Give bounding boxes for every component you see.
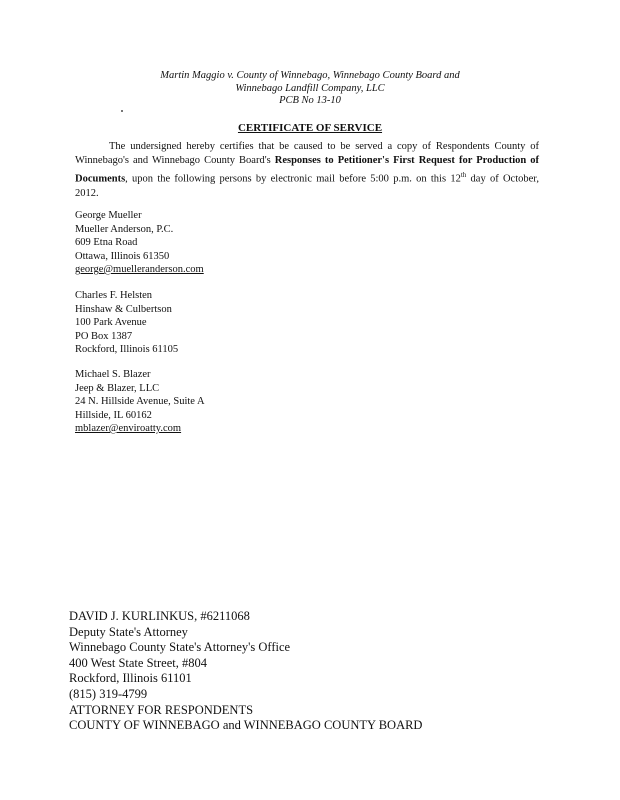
recipient-street: 609 Etna Road	[75, 237, 138, 248]
recipient-block	[75, 289, 178, 357]
signature-line-office: Winnebago County State's Attorney's Office	[69, 640, 291, 655]
body-text-end: day of October, 2012.	[75, 173, 539, 199]
recipient-po-box: PO Box 1387	[75, 330, 133, 342]
body-bold-title: Responses to Petitioner's First Request for Production of Documents	[75, 155, 540, 185]
recipient-city: Rockford, Illinois 61105	[75, 344, 179, 355]
recipient-block	[75, 368, 205, 436]
signature-line-clients: COUNTY OF WINNEBAGO and WINNEBAGO COUNTY BOARD	[69, 718, 423, 733]
signature-line-phone: (815) 319-4799	[69, 686, 148, 701]
body-superscript: th	[460, 171, 467, 179]
document-title: CERTIFICATE OF SERVICE	[237, 122, 383, 134]
recipient-email-link[interactable]: george@muelleranderson.com	[75, 264, 204, 275]
recipient-email-link[interactable]: mblazer@enviroatty.com	[75, 423, 182, 434]
recipient-city: Ottawa, Illinois 61350	[75, 250, 170, 262]
recipient-firm: Mueller Anderson, P.C.	[75, 223, 174, 235]
recipient-firm: Jeep & Blazer, LLC	[75, 382, 160, 394]
case-caption	[0, 70, 620, 108]
recipient-name: George Mueller	[75, 210, 142, 221]
signature-line-role: ATTORNEY FOR RESPONDENTS	[69, 702, 254, 717]
recipient-street: 100 Park Avenue	[75, 317, 147, 328]
body-text-before: The undersigned hereby certifies that be caused to be served a copy of Respondents County of Winnebago's and Winnebago County Board's	[75, 141, 539, 166]
certification-paragraph	[75, 140, 539, 201]
recipient-firm: Hinshaw & Culbertson	[75, 303, 172, 315]
signature-line-street: 400 West State Street, #804	[69, 655, 207, 670]
body-text-after: , upon the following persons by electronic mail before 5:00 p.m. on this 12	[125, 173, 461, 185]
recipient-name: Charles F. Helsten	[75, 290, 153, 301]
scan-speck	[121, 110, 123, 112]
signature-line-title: Deputy State's Attorney	[69, 624, 188, 639]
recipient-city: Hillside, IL 60162	[75, 409, 152, 421]
recipient-name: Michael S. Blazer	[75, 369, 151, 380]
signature-block	[69, 609, 422, 734]
caption-line-1: Martin Maggio v. County of Winnebago, Winnebago County Board and	[160, 70, 460, 81]
caption-line-3: PCB No 13-10	[279, 95, 341, 106]
signature-line-name: DAVID J. KURLINKUS, #6211068	[69, 609, 250, 623]
recipient-block	[75, 209, 204, 277]
caption-line-2: Winnebago Landfill Company, LLC	[235, 82, 385, 94]
recipient-street: 24 N. Hillside Avenue, Suite A	[75, 396, 205, 407]
signature-line-city: Rockford, Illinois 61101	[69, 671, 192, 686]
